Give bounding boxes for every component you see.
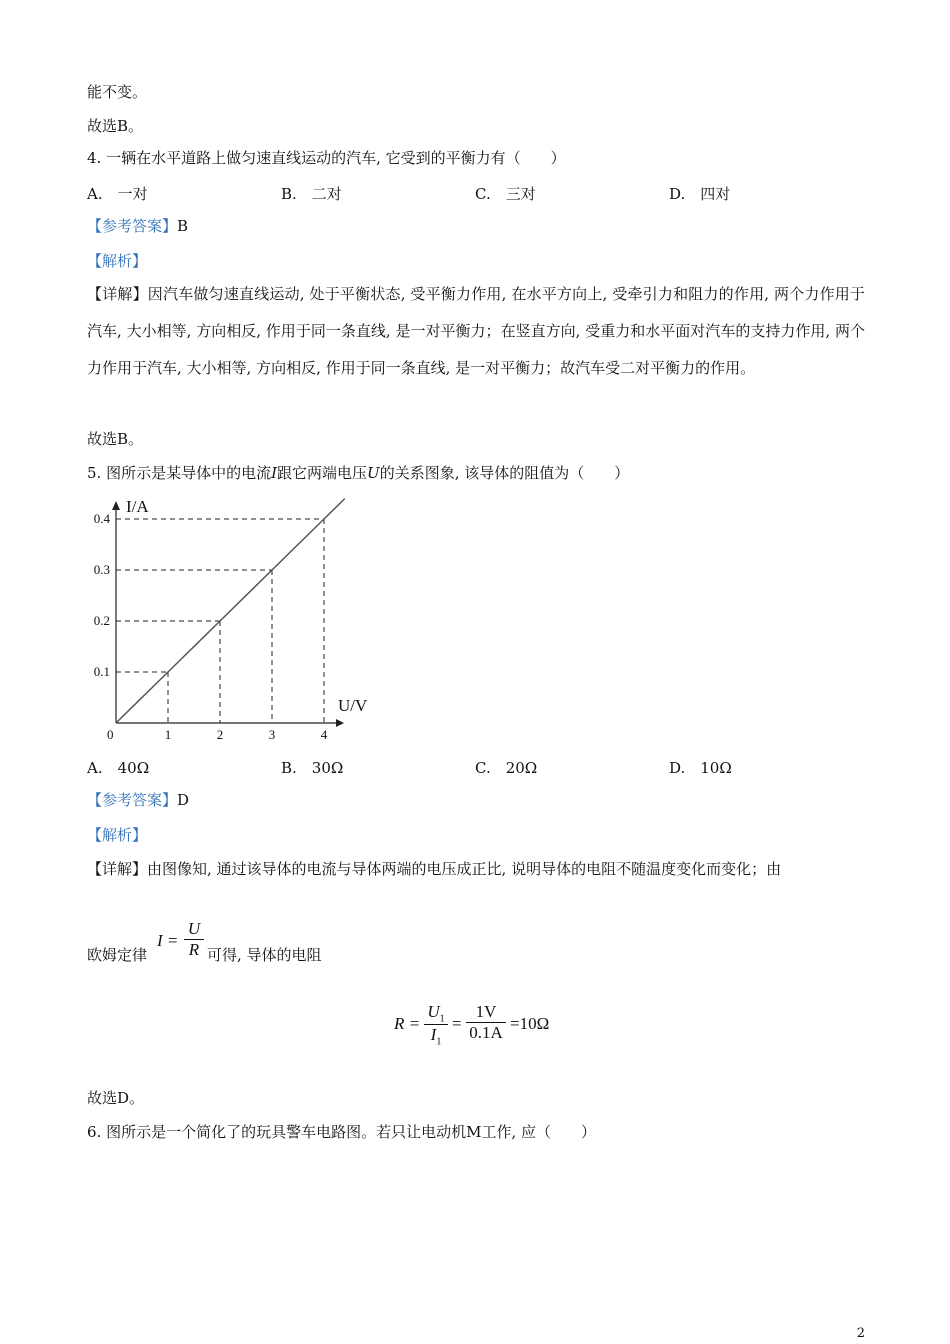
fraction-denominator: $I_1$ — [424, 1024, 448, 1047]
answer-value: B — [177, 217, 189, 235]
eq-fraction-1 — [424, 1002, 448, 1048]
text-line: 能不变。 — [87, 83, 148, 101]
y-axis-label: I/A — [126, 497, 149, 516]
q4-option-c: C. 三对 — [475, 185, 536, 203]
q5-analysis-label: 【解析】 — [87, 826, 148, 844]
answer-label: 【参考答案】 — [87, 217, 178, 235]
q5-ohm-suffix: 可得, 导体的电阻 — [207, 946, 322, 964]
q4-option-b: B. 二对 — [281, 185, 342, 203]
ohm-law-lhs: I = — [157, 931, 179, 950]
q5-stem-part: 跟它两端电压 — [277, 464, 368, 482]
answer-value: D — [177, 791, 190, 809]
eq-result: =10Ω — [510, 1014, 550, 1033]
eq-fraction-2 — [466, 1002, 506, 1043]
q5-ohm-prefix: 欧姆定律 — [87, 946, 148, 964]
q5-stem-var-i: I — [271, 464, 278, 482]
q4-stem: 4. 一辆在水平道路上做匀速直线运动的汽车, 它受到的平衡力有（ ） — [87, 149, 566, 167]
x-tick-label: 4 — [320, 727, 328, 742]
origin-label: 0 — [107, 727, 114, 742]
q5-option-b: B. 30Ω — [281, 759, 344, 777]
q4-answer — [87, 216, 188, 236]
iu-graph — [86, 492, 386, 746]
x-tick-label: 2 — [216, 727, 224, 742]
q5-detail: 【详解】由图像知, 通过该导体的电流与导体两端的电压成正比, 说明导体的电阻不随温度变化而变化；由 — [87, 860, 782, 878]
q4-detail: 【详解】因汽车做匀速直线运动, 处于平衡状态, 受平衡力作用, 在水平方向上, 受牵引力和阻力的作用, 两个力作用于汽车, 大小相等, 方向相反, 作用于同一条直线, 是一对平衡力；在竖直方向, 受重力和水平面对汽车的支持力作用, 两个力作用于汽车, 大小相等, 方向相反, 作用于同一条直线, 是一对平衡力；故汽车受二对平衡力的作用。 — [87, 285, 865, 377]
q4-conclusion: 故选B。 — [87, 430, 144, 448]
x-tick-label: 3 — [268, 727, 276, 742]
q5-option-d: D. 10Ω — [669, 759, 732, 777]
q4-option-d: D. 四对 — [669, 185, 731, 203]
fraction-numerator: 1V — [475, 1002, 497, 1021]
fraction-numerator: $U_1$ — [427, 1002, 445, 1025]
x-axis-arrow — [336, 719, 344, 727]
eq-equals: = — [452, 1014, 462, 1033]
fraction-denominator: 0.1A — [466, 1022, 506, 1043]
answer-label: 【参考答案】 — [87, 791, 178, 809]
page-number: 2 — [856, 1326, 865, 1341]
q5-stem-part: 5. 图所示是某导体中的电流 — [87, 464, 272, 482]
q5-option-a: A. 40Ω — [87, 759, 150, 777]
y-tick-label: 0.1 — [93, 664, 110, 679]
q5-stem-part: 的关系图象, 该导体的阻值为（ ） — [379, 464, 630, 482]
y-tick-label: 0.4 — [93, 511, 110, 526]
q5-stem-var-u: U — [367, 464, 380, 482]
q5-stem — [87, 463, 629, 483]
q5-conclusion: 故选D。 — [87, 1089, 145, 1107]
eq-lhs: R = — [394, 1014, 421, 1033]
y-axis-arrow — [112, 501, 120, 510]
x-tick-label: 1 — [164, 727, 172, 742]
q4-option-a: A. 一对 — [87, 185, 148, 203]
fraction-numerator: U — [187, 919, 201, 938]
q5-answer — [87, 790, 189, 810]
y-tick-label: 0.3 — [93, 562, 110, 577]
x-axis-label: U/V — [338, 696, 368, 715]
q4-analysis-label: 【解析】 — [87, 252, 148, 270]
ohm-law-fraction — [184, 919, 204, 960]
fraction-denominator: R — [184, 939, 204, 960]
q6-stem: 6. 图所示是一个简化了的玩具警车电路图。若只让电动机M工作, 应（ ） — [87, 1123, 596, 1141]
text-line: 故选B。 — [87, 117, 144, 135]
iu-line — [116, 499, 345, 723]
q5-option-c: C. 20Ω — [475, 759, 538, 777]
y-tick-label: 0.2 — [93, 613, 110, 628]
